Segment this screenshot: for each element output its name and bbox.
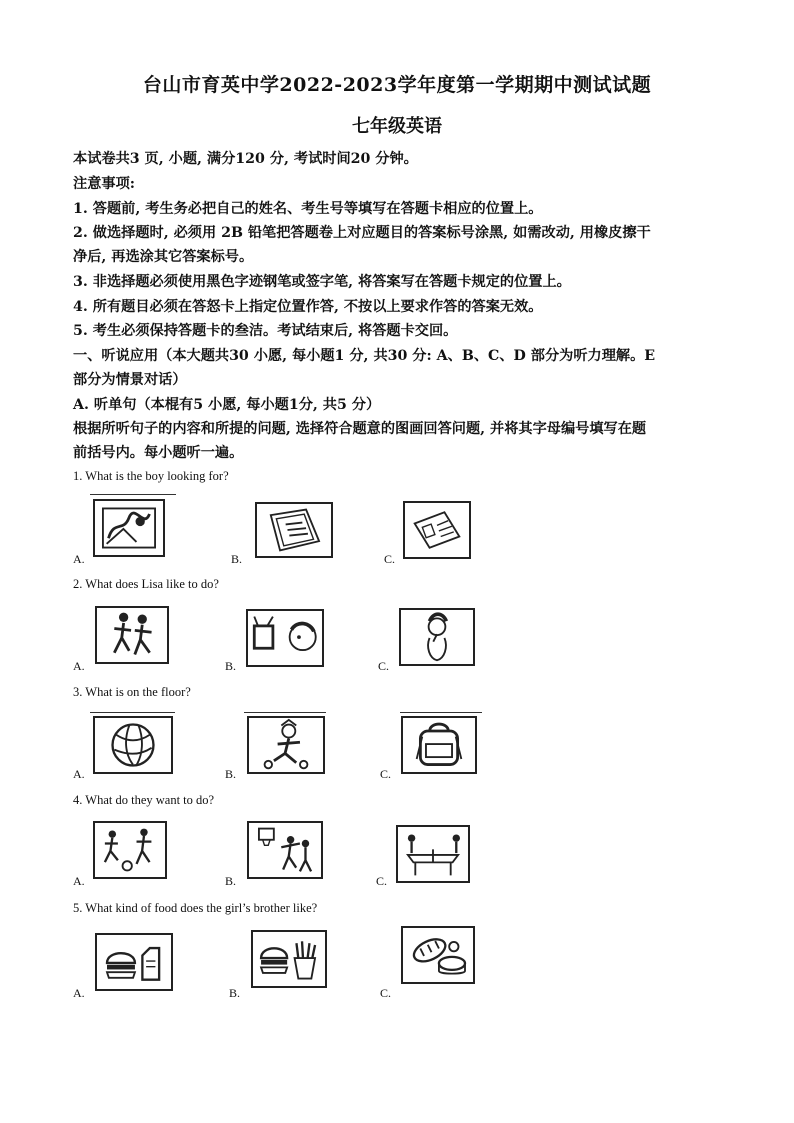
option-b-label: B. <box>225 659 237 673</box>
option-c-label: C. <box>384 552 396 566</box>
note-5: 5. 考生必须保持答题卡的叁洁。考试结束后, 将答题卡交回。 <box>73 323 458 339</box>
option-a-label: A. <box>73 986 85 1000</box>
divider <box>90 712 175 713</box>
option-c-label: C. <box>380 986 392 1000</box>
option-a-label: A. <box>73 552 85 566</box>
section-heading: 一、听说应用（本大题共30 小愿, 每小题1 分, 共30 分: A、B、C、D 部分为听力理解。E <box>73 348 656 364</box>
option-a-label: A. <box>73 874 85 888</box>
option-b-label: B. <box>231 552 243 566</box>
option-c-label: C. <box>378 659 390 673</box>
schoolbag-picture-icon[interactable] <box>401 716 477 774</box>
option-b-label: B. <box>225 874 237 888</box>
question-3: 3. What is on the floor? <box>73 685 191 699</box>
notice-label: 注意事项: <box>73 176 135 192</box>
toy-doll-picture-icon[interactable] <box>247 716 325 774</box>
option-a-label: A. <box>73 767 85 781</box>
bread-cake-picture-icon[interactable] <box>401 926 475 984</box>
book-picture-icon[interactable] <box>255 502 333 558</box>
burger-fries-picture-icon[interactable] <box>251 930 327 988</box>
ping-pong-picture-icon[interactable] <box>396 825 470 883</box>
option-c-label: C. <box>376 874 388 888</box>
soccer-picture-icon[interactable] <box>93 821 167 879</box>
divider <box>400 712 482 713</box>
note-2-continued: 净后, 再选涂其它答案标号。 <box>73 249 254 265</box>
exam-subtitle: 七年级英语 <box>352 116 442 137</box>
option-b-label: B. <box>229 986 241 1000</box>
map-picture-icon[interactable] <box>93 499 165 557</box>
basketball-picture-icon[interactable] <box>247 821 323 879</box>
option-a-label: A. <box>73 659 85 673</box>
burger-milk-picture-icon[interactable] <box>95 933 173 991</box>
part-a-instructions: 根据所听句子的内容和所提的问题, 选择符合题意的图画回答问题, 并将其字母编号填写在题 <box>73 421 647 437</box>
option-c-label: C. <box>380 767 392 781</box>
thinking-girl-picture-icon[interactable] <box>399 608 475 666</box>
question-4: 4. What do they want to do? <box>73 793 215 807</box>
note-1: 1. 答题前, 考生务必把自己的姓名、考生号等填写在答题卡相应的位置上。 <box>73 201 543 217</box>
note-2: 2. 做选择题时, 必须用 2B 铅笔把答题卷上对应题目的答案标号涂黑, 如需改动, 用橡皮擦干 <box>73 225 651 241</box>
section-heading-continued: 部分为情景对话） <box>73 372 187 388</box>
question-1: 1. What is the boy looking for? <box>73 469 229 483</box>
part-a-instructions-continued: 前括号内。每小题听一遍。 <box>73 445 244 461</box>
note-4: 4. 所有题目必须在答怒卡上指定位置作答, 不按以上要求作答的答案无效。 <box>73 299 543 315</box>
note-3: 3. 非选择题必须使用黑色字迹钢笔或签字笔, 将答案写在答题卡规定的位置上。 <box>73 274 571 290</box>
exam-info: 本试卷共3 页, 小题, 满分120 分, 考试时间20 分钟。 <box>73 151 418 167</box>
question-2: 2. What does Lisa like to do? <box>73 577 219 591</box>
volleyball-picture-icon[interactable] <box>93 716 173 774</box>
id-card-picture-icon[interactable] <box>403 501 471 559</box>
divider <box>244 712 326 713</box>
part-a-heading: A. 听单句（本棍有5 小愿, 每小题1分, 共5 分） <box>73 397 381 413</box>
divider <box>90 494 176 495</box>
exam-title: 台山市育英中学2022-2023学年度第一学期期中测试试题 <box>142 74 652 96</box>
option-b-label: B. <box>225 767 237 781</box>
tv-watching-picture-icon[interactable] <box>246 609 324 667</box>
question-5: 5. What kind of food does the girl’s brother like? <box>73 901 318 915</box>
running-picture-icon[interactable] <box>95 606 169 664</box>
